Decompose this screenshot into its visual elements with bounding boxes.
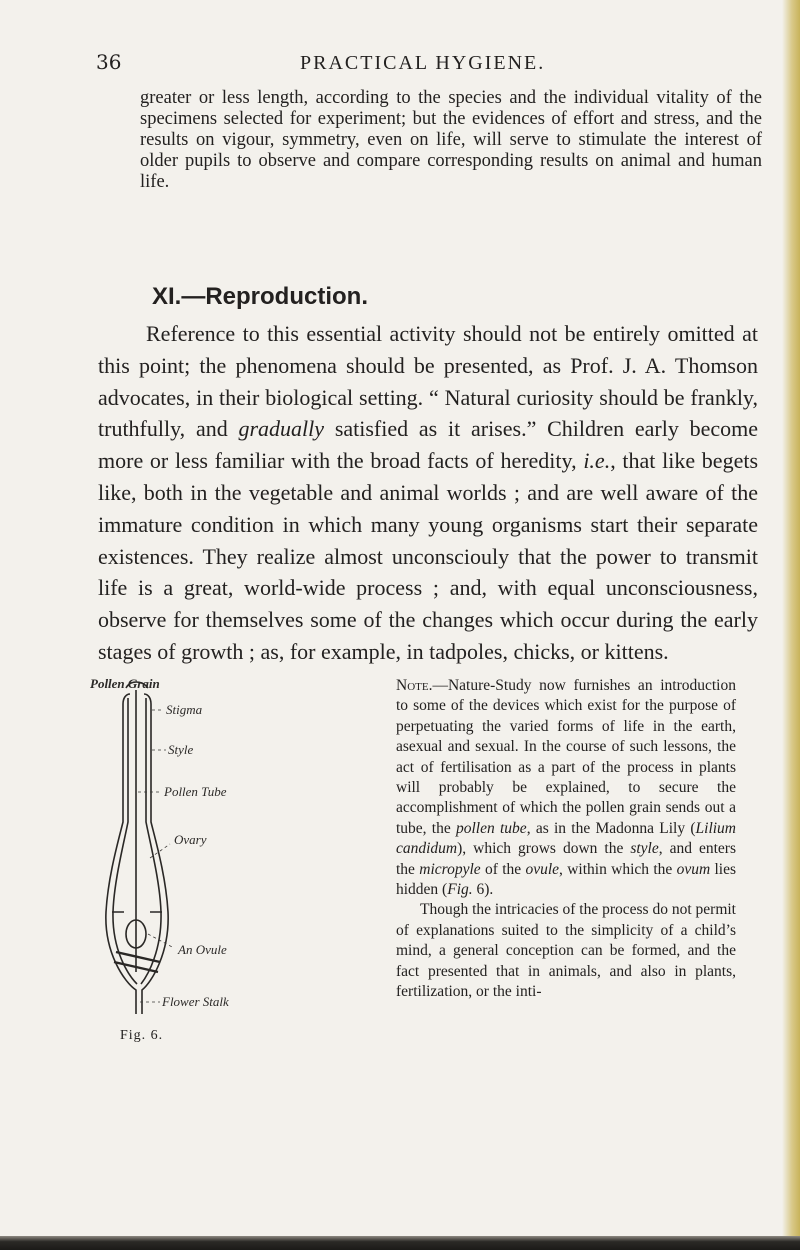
label-stigma: Stigma [166,702,203,717]
label-pollen-tube: Pollen Tube [164,784,227,799]
label-flower-stalk: Flower Stalk [162,994,229,1009]
page-edge-shadow [782,0,800,1250]
label-ovary: Ovary [174,832,207,847]
section-heading: XI.—Reproduction. [152,283,368,310]
section-body [98,318,758,668]
inner-left-line [113,698,137,984]
note-label: Note. [396,677,433,694]
page-header [0,50,800,80]
page-bottom-edge [0,1236,800,1250]
figure-flower-diagram [90,672,330,1052]
note-paragraph-2: Though the intricacies of the process do not permit of explanations suited to the simplicity of a child’s mind, a general conception can be formed, and the fact presented that in animals, and also in plants, fertilization, or the inti- [396,901,736,1001]
body-emphasis-gradually: gradually [238,416,325,442]
intro-paragraph: greater or less length, according to the species and the individual vitality of the specimens selected for experiment; but the evidences of effort and stress, and the results on vigour, symmetry, even on life, will serve to stimulate the interest of older pupils to observe and compare corresponding results on animal and human life. [140,88,762,192]
note-paragraph: Note.—Nature-Study now furnishes an introduction to some of the devices which exist for the purpose of perpetuating the varied forms of life in the earth, asexual and sexual. In the course of such lessons, the act of fertilisation as a part of the process in plants will probably be explained, to secure the accomplishment of which the pollen grain sends out a tube, the pollen tube, as in the Madonna Lily (Lilium candidum), which grows down the style, and enters the micropyle of the ovule, within which the ovum lies hidden (Fig. 6). [396,677,736,899]
body-part-1: Reference to this essential activity should not be entirely omitted at this point; the phenomena should be presented, as Prof. J. A. Thomson advocates, in their biological setting. “ Natural curiosity should be frankly, truthfully, and [98,321,758,442]
body-part-3: , that like begets like, both in the vegetable and animal worlds ; and are well aware of the immature condition in which many young organisms start their separate existences. They realize almost unconsciouly that the power to transmit life is a great, world-wide process ; and, with equal unconsciousness, observe for themselves some of the changes which occur during the early stages of growth ; as, for example, in tadpoles, chicks, or kittens. [98,448,759,664]
note-block [396,676,736,1003]
flower-diagram-drawing [90,672,330,1022]
body-emphasis-ie: i.e. [583,448,611,474]
figure-caption: Fig. 6. [120,1028,164,1043]
body-part-2: satisfied as it arises.” Children early become more or less familiar with the broad facts of heredity, [98,416,759,474]
page-number: 36 [96,50,122,74]
label-style: Style [168,742,194,757]
running-title: PRACTICAL HYGIENE. [300,52,546,74]
label-ovule: An Ovule [178,942,227,957]
label-pollen-grain: Pollen Grain [90,676,160,691]
